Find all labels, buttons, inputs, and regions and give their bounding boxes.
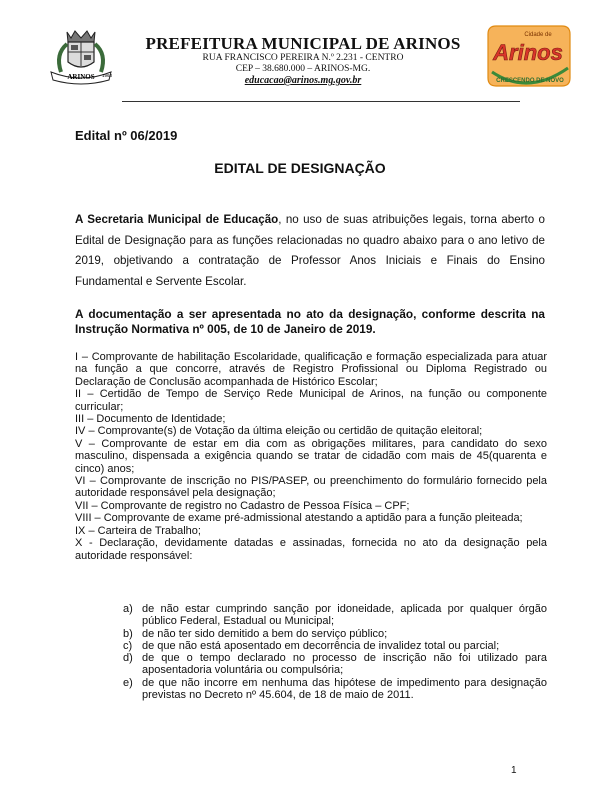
list-item: IX – Carteira de Trabalho; [75, 524, 201, 537]
list-item: VII – Comprovante de registro no Cadastro de Pessoa Física – CPF; [75, 499, 410, 512]
sub-item [123, 677, 547, 702]
sub-item [123, 603, 547, 628]
intro-paragraph [75, 210, 545, 292]
list-item: V – Comprovante de estar em dia com as obrigações militares, para candidato do sexo masculino, dispensada a exigência quando se tratar de cidadão com mais de 45(quarenta e cinco) anos; [75, 437, 547, 475]
logo-city-name: Arinos [493, 40, 563, 65]
logo-small-text: Cidade de [524, 32, 552, 38]
sub-item [123, 652, 547, 677]
header-divider [122, 101, 520, 102]
requirements-list [75, 351, 547, 562]
list-item: IV – Comprovante(s) de Votação da última eleição ou certidão de quitação eleitoral; [75, 425, 483, 438]
list-item: II – Certidão de Tempo de Serviço Rede Municipal de Arinos, na função ou componente curricular; [75, 388, 547, 413]
intro-text: , no uso de suas atribuições legais, torna aberto o Edital de Designação para as funções relacionadas no quadro abaixo para o ano letivo de 2019, objetivando a contratação de Professor Anos Iniciais e Finais do Ensino Fundamental e Servente Escolar. [75, 213, 546, 288]
address-line: RUA FRANCISCO PEREIRA N.º 2.231 - CENTRO [202, 53, 404, 63]
crest-year: 1963 [101, 73, 113, 78]
documentation-heading: A documentação a ser apresentada no ato da designação, conforme descrita na Instrução Normativa nº 005, de 10 de Janeiro de 2019. [75, 307, 545, 336]
sub-item-letter: b) [123, 627, 133, 640]
letterhead [118, 34, 488, 87]
intro-subject: A Secretaria Municipal de Educação [75, 213, 279, 226]
sub-item-text: de não estar cumprindo sanção por idoneidade, aplicada por qualquer órgão público Federal, Estadual ou Municipal; [142, 603, 547, 628]
sub-item-letter: d) [123, 652, 133, 665]
crest-label: ARINOS [67, 73, 95, 81]
list-item: I – Comprovante de habilitação Escolaridade, qualificação e formação especializada para atuar na função a que concorre, através de Registro Profissional ou Diploma Registrado ou Declaração de Conclusão acompanhada de Histórico Escolar; [75, 351, 547, 388]
sub-item-letter: a) [123, 603, 133, 615]
logo-slogan: CRESCENDO DE NOVO [496, 78, 564, 84]
list-item: X - Declaração, devidamente datadas e assinadas, fornecida no ato da designação pela autoridade responsável: [75, 537, 547, 562]
cep-line: CEP – 38.680.000 – ARINOS-MG. [235, 64, 371, 74]
declaration-sublist [123, 603, 547, 701]
document-title: EDITAL DE DESIGNAÇÃO [214, 160, 386, 176]
sub-item-letter: c) [123, 639, 133, 652]
list-item: VI – Comprovante de inscrição no PIS/PASEP, ou preenchimento do formulário fornecido pela autoridade responsável pela designação; [75, 475, 547, 500]
sub-item-text: de que não incorre em nenhuma das hipótese de impedimento para designação previstas no Decreto nº 45.604, de 18 de maio de 2011. [142, 676, 547, 702]
sub-item [123, 628, 547, 640]
coat-of-arms-icon [45, 28, 117, 86]
page-number: 1 [511, 765, 517, 776]
list-item: VIII – Comprovante de exame pré-admissional atestando a aptidão para a função pleiteada; [75, 512, 523, 525]
city-logo-icon [482, 20, 574, 96]
edital-number: Edital nº 06/2019 [75, 128, 178, 143]
email-link[interactable]: educacao@arinos.mg.gov.br [244, 75, 362, 86]
sub-item-text: de que o tempo declarado no processo de inscrição não foi utilizado para aposentadoria voluntária ou compulsória; [142, 652, 547, 677]
sub-item-text: de que não está aposentado em decorrência de invalidez total ou parcial; [142, 639, 500, 652]
sub-item-text: de não ter sido demitido a bem do serviço público; [142, 627, 388, 640]
institution-title: PREFEITURA MUNICIPAL DE ARINOS [145, 34, 461, 53]
list-item: III – Documento de Identidade; [75, 413, 226, 426]
sub-item-letter: e) [123, 676, 133, 689]
sub-item [123, 640, 547, 652]
